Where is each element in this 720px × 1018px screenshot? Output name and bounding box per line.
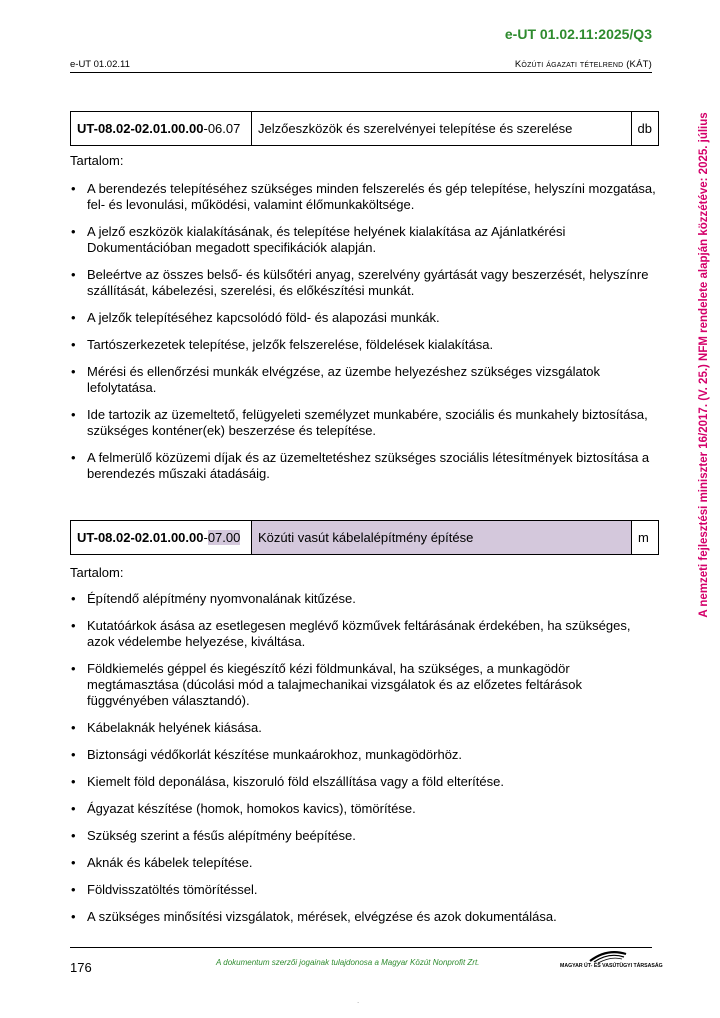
item-table-2	[70, 520, 659, 555]
list-item: • A szükséges minősítési vizsgálatok, mérések, elvégzése és azok dokumentálása.	[70, 909, 656, 925]
header-divider	[70, 72, 652, 73]
page-dot: .	[357, 996, 360, 1005]
side-note	[694, 100, 714, 630]
list-item: • A felmerülő közüzemi díjak és az üzemeltetéshez szükséges szociális létesítmények biztosítása a berendezés műszaki átadásáig.	[70, 450, 656, 482]
item-code	[71, 521, 252, 555]
header-left: e-UT 01.02.11	[70, 59, 130, 70]
item-code-main: UT-08.02-02.01.00.00	[77, 530, 204, 545]
document-code: e-UT 01.02.11:2025/Q3	[504, 26, 652, 42]
list-item: • Aknák és kábelek telepítése.	[70, 855, 656, 871]
list-item: • Építendő alépítmény nyomvonalának kitűzése.	[70, 591, 656, 607]
content-list-1	[70, 181, 656, 493]
list-item: • A jelzők telepítéséhez kapcsolódó föld- és alapozási munkák.	[70, 310, 656, 326]
page-number: 176	[70, 960, 92, 975]
content-label: Tartalom:	[70, 565, 124, 580]
item-name: Jelzőeszközök és szerelvényei telepítése és szerelése	[252, 112, 632, 146]
content-list-2	[70, 591, 656, 936]
side-note-text: A nemzeti fejlesztési miniszter 16/2017. (V. 25.) NFM rendelete alapján közzétéve: 2025. július	[698, 112, 710, 618]
list-item: • Tartószerkezetek telepítése, jelzők felszerelése, földelések kialakítása.	[70, 337, 656, 353]
logo-text: MAGYAR ÚT- ÉS VASÚTÜGYI TÁRSASÁG	[560, 963, 663, 969]
list-item: • Mérési és ellenőrzési munkák elvégzése, az üzembe helyezéshez szükséges vizsgálatok lefolytatása.	[70, 364, 656, 396]
list-item: • Ágyazat készítése (homok, homokos kavics), tömörítése.	[70, 801, 656, 817]
list-item: • Kiemelt föld deponálása, kiszoruló föld elszállítása vagy a föld elterítése.	[70, 774, 656, 790]
list-item: • Kutatóárkok ásása az esetlegesen meglévő közművek feltárásának érdekében, ha szükséges, azok védelembe helyezése, kiváltása.	[70, 618, 656, 650]
company-logo	[560, 948, 663, 974]
list-item: • A berendezés telepítéséhez szükséges minden felszerelés és gép telepítése, helyszíni mozgatása, fel- és levonulási, működési, valamint élőmunkaköltsége.	[70, 181, 656, 213]
item-code-dash: -	[203, 530, 208, 545]
item-code-suffix: -06.07	[203, 121, 241, 136]
list-item: • Ide tartozik az üzemeltető, felügyeleti személyzet munkabére, szociális és munkahely biztosítása, szükséges konténer(ek) beszerzése és telepítése.	[70, 407, 656, 439]
header-right: Közúti ágazati tételrend (KÁT)	[514, 59, 652, 70]
item-name: Közúti vasút kábelalépítmény építése	[252, 521, 632, 555]
item-table-1	[70, 111, 659, 146]
list-item: • Beleértve az összes belső- és külsőtéri anyag, szerelvény gyártását vagy beszerzését, helyszínre szállítását, kábelezési, szerelési, és előkészítési munkát.	[70, 267, 656, 299]
list-item: • Szükség szerint a fésűs alépítmény beépítése.	[70, 828, 656, 844]
item-code	[71, 112, 252, 146]
item-unit: db	[631, 112, 658, 146]
list-item: • Kábelaknák helyének kiásása.	[70, 720, 656, 736]
item-unit: m	[632, 521, 659, 555]
item-code-suffix-highlighted: 07.00	[207, 530, 241, 545]
copyright-notice: A dokumentum szerzői jogainak tulajdonosa a Magyar Közút Nonprofit Zrt.	[216, 958, 480, 967]
logo-swoosh-icon	[560, 948, 654, 964]
item-code-main: UT-08.02-02.01.00.00	[77, 121, 204, 136]
list-item: • A jelző eszközök kialakításának, és telepítése helyének kialakítása az Ajánlatkérési Dokumentációban megadott specifikációk alapján.	[70, 224, 656, 256]
list-item: • Földvisszatöltés tömörítéssel.	[70, 882, 656, 898]
list-item: • Földkiemelés géppel és kiegészítő kézi földmunkával, ha szükséges, a munkagödör megtámasztása (dúcolási mód a talajmechanikai vizsgálatok és az előzetes feltárások függvényében választandó).	[70, 661, 656, 709]
list-item: • Biztonsági védőkorlát készítése munkaárokhoz, munkagödörhöz.	[70, 747, 656, 763]
content-label: Tartalom:	[70, 153, 124, 168]
